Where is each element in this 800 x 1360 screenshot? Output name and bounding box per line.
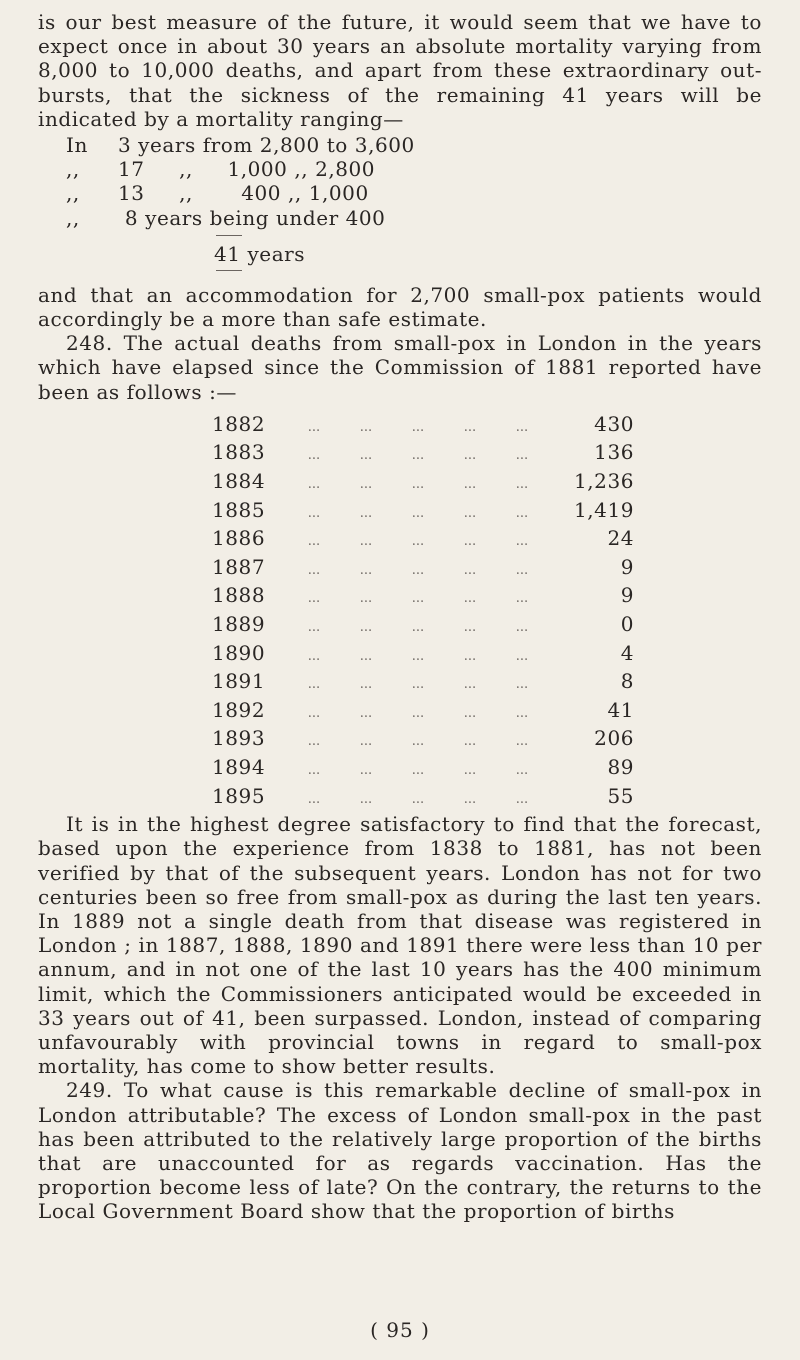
deaths-year: 1894 <box>212 754 266 779</box>
deaths-year: 1883 <box>212 440 266 465</box>
mortality-estimate <box>66 133 762 230</box>
leader-dot-group: ... <box>515 534 529 550</box>
estimate-total: 41 years <box>214 241 306 266</box>
deaths-table-row <box>212 612 634 641</box>
leader-dot-group: ... <box>359 762 373 778</box>
deaths-table-row <box>212 440 634 469</box>
deaths-count: 9 <box>620 554 634 579</box>
leader-dot-group: ... <box>307 762 321 778</box>
deaths-table-row <box>212 726 634 755</box>
leader-dot-group: ... <box>359 734 373 750</box>
leader-dot-group: ... <box>515 477 529 493</box>
deaths-count: 8 <box>620 669 634 694</box>
leader-dot-group: ... <box>411 534 425 550</box>
leader-dot-group: ... <box>515 562 529 578</box>
deaths-year: 1891 <box>212 669 266 694</box>
leader-dots <box>272 759 564 784</box>
deaths-table <box>212 412 634 812</box>
deaths-count: 24 <box>607 526 634 551</box>
deaths-table-row <box>212 641 634 670</box>
leader-dot-group: ... <box>307 734 321 750</box>
leader-dot-group: ... <box>359 505 373 521</box>
leader-dots <box>272 502 564 527</box>
deaths-table-row <box>212 469 634 498</box>
leader-dot-group: ... <box>359 448 373 464</box>
leader-dot-group: ... <box>307 534 321 550</box>
leader-dot-group: ... <box>359 534 373 550</box>
leader-dots <box>272 673 564 698</box>
deaths-count: 206 <box>594 726 634 751</box>
leader-dot-group: ... <box>463 734 477 750</box>
leader-dot-group: ... <box>463 448 477 464</box>
estimate-row <box>66 157 762 181</box>
leader-dot-group: ... <box>411 419 425 435</box>
leader-dot-group: ... <box>463 505 477 521</box>
deaths-count: 41 <box>607 697 634 722</box>
leader-dots <box>272 559 564 584</box>
estimate-row-lead: ,, <box>66 157 80 182</box>
leader-dot-group: ... <box>411 562 425 578</box>
deaths-count: 55 <box>607 783 634 808</box>
leader-dot-group: ... <box>463 677 477 693</box>
estimate-row <box>66 181 762 205</box>
leader-dots <box>272 616 564 641</box>
leader-dots <box>272 587 564 612</box>
deaths-year: 1890 <box>212 640 266 665</box>
accommodation-paragraph: and that an accommodation for 2,700 small-pox patients would accordingly be a more than safe estimate. <box>38 282 762 332</box>
deaths-table-row <box>212 412 634 441</box>
leader-dot-group: ... <box>463 419 477 435</box>
leader-dot-group: ... <box>515 648 529 664</box>
leader-dot-group: ... <box>463 705 477 721</box>
estimate-row-lead: In <box>66 133 88 158</box>
leader-dots <box>272 730 564 755</box>
deaths-table-row <box>212 669 634 698</box>
deaths-count: 9 <box>620 583 634 608</box>
leader-dot-group: ... <box>515 505 529 521</box>
leader-dot-group: ... <box>515 419 529 435</box>
deaths-year: 1884 <box>212 469 266 494</box>
page-number: ( 95 ) <box>370 1318 430 1342</box>
estimate-row <box>66 206 762 230</box>
deaths-year: 1887 <box>212 554 266 579</box>
leader-dot-group: ... <box>411 734 425 750</box>
leader-dot-group: ... <box>463 477 477 493</box>
deaths-count: 136 <box>594 440 634 465</box>
deaths-table-row <box>212 755 634 784</box>
leader-dot-group: ... <box>359 648 373 664</box>
deaths-table-row <box>212 784 634 813</box>
leader-dot-group: ... <box>463 534 477 550</box>
leader-dot-group: ... <box>515 620 529 635</box>
leader-dot-group: ... <box>307 677 321 693</box>
deaths-count: 430 <box>594 411 634 436</box>
leader-dot-group: ... <box>307 477 321 493</box>
leader-dot-group: ... <box>515 591 529 607</box>
deaths-count: 1,236 <box>573 469 634 494</box>
leader-dot-group: ... <box>463 791 477 807</box>
leader-dot-group: ... <box>463 562 477 578</box>
estimate-row <box>66 133 762 157</box>
deaths-table-row <box>212 498 634 527</box>
leader-dot-group: ... <box>463 620 477 635</box>
deaths-year: 1892 <box>212 697 266 722</box>
leader-dot-group: ... <box>411 705 425 721</box>
deaths-year: 1893 <box>212 726 266 751</box>
paragraph-249: 249. To what cause is this remarkable decline of small-pox in London attributable? The excess of London small-pox in the past has been attributed to the relatively large proportion of the births that are unaccounted for as regards vaccination. Has the proportion become less of late? On the contrary, the returns to the Local Government Board show that the proportion of births <box>38 1078 762 1224</box>
leader-dot-group: ... <box>307 620 321 635</box>
deaths-year: 1886 <box>212 526 266 551</box>
verification-paragraph: It is in the highest degree satisfactory to find that the forecast, based upon the experience from 1838 to 1881, has not been verified by that of the subsequent years. London has not for two centuries been so free from small-pox as during the last ten years. In 1889 not a single death from that disease was registered in London ; in 1887, 1888, 1890 and 1891 there were less than 10 per annum, and in not one of the last 10 years has the 400 minimum limit, which the Commissioners anticipated would be exceeded in 33 years out of 41, been surpassed. London, instead of comparing unfavourably with provincial towns in regard to small-pox mortality, has come to show better results. <box>38 812 762 1079</box>
deaths-table-row <box>212 526 634 555</box>
leader-dots <box>272 645 564 670</box>
leader-dot-group: ... <box>463 648 477 664</box>
leader-dot-group: ... <box>411 620 425 635</box>
leader-dot-group: ... <box>411 791 425 807</box>
leader-dot-group: ... <box>307 419 321 435</box>
leader-dot-group: ... <box>515 705 529 721</box>
deaths-year: 1885 <box>212 497 266 522</box>
leader-dot-group: ... <box>359 591 373 607</box>
leader-dot-group: ... <box>515 762 529 778</box>
deaths-table-row <box>212 698 634 727</box>
deaths-count: 0 <box>620 612 634 636</box>
estimate-row-text: 8 years being under 400 <box>118 205 386 230</box>
leader-dot-group: ... <box>411 448 425 464</box>
leader-dot-group: ... <box>307 448 321 464</box>
estimate-row-text: 3 years from 2,800 to 3,600 <box>118 133 415 158</box>
deaths-table-row <box>212 555 634 584</box>
leader-dot-group: ... <box>411 677 425 693</box>
intro-paragraph: is our best measure of the future, it would seem that we have to expect once in about 30 years an absolute mortality varying from 8,000 to 10,000 deaths, and apart from these extraordinary out-bursts, that the sickness of the remaining 41 years will be indicated by a mortality ranging— <box>38 10 762 131</box>
leader-dot-group: ... <box>307 705 321 721</box>
leader-dot-group: ... <box>463 591 477 607</box>
deaths-year: 1889 <box>212 612 266 636</box>
leader-dot-group: ... <box>411 477 425 493</box>
deaths-count: 4 <box>620 640 634 665</box>
leader-dot-group: ... <box>307 562 321 578</box>
leader-dot-group: ... <box>359 419 373 435</box>
estimate-row-text: 13 ,, 400 ,, 1,000 <box>118 181 369 206</box>
deaths-year: 1895 <box>212 783 266 808</box>
leader-dot-group: ... <box>463 762 477 778</box>
leader-dot-group: ... <box>307 591 321 607</box>
leader-dot-group: ... <box>359 477 373 493</box>
estimate-row-text: 17 ,, 1,000 ,, 2,800 <box>118 157 376 182</box>
leader-dots <box>272 702 564 727</box>
deaths-year: 1882 <box>212 411 266 436</box>
leader-dot-group: ... <box>411 648 425 664</box>
estimate-row-lead: ,, <box>66 181 80 206</box>
leader-dot-group: ... <box>359 705 373 721</box>
leader-dot-group: ... <box>411 762 425 778</box>
leader-dot-group: ... <box>359 562 373 578</box>
leader-dot-group: ... <box>359 620 373 635</box>
leader-dot-group: ... <box>307 648 321 664</box>
leader-dot-group: ... <box>515 677 529 693</box>
sum-rule <box>216 270 242 271</box>
deaths-count: 1,419 <box>573 497 634 522</box>
leader-dots <box>272 530 564 555</box>
leader-dot-group: ... <box>411 591 425 607</box>
leader-dot-group: ... <box>515 448 529 464</box>
leader-dot-group: ... <box>307 505 321 521</box>
leader-dot-group: ... <box>359 677 373 693</box>
leader-dot-group: ... <box>515 734 529 750</box>
leader-dots <box>272 416 564 441</box>
leader-dots <box>272 788 564 813</box>
leader-dot-group: ... <box>307 791 321 807</box>
deaths-count: 89 <box>607 754 634 779</box>
paragraph-248: 248. The actual deaths from small-pox in London in the years which have elapsed since the Commission of 1881 reported have been as follows :— <box>38 331 762 404</box>
deaths-year: 1888 <box>212 583 266 608</box>
deaths-table-row <box>212 583 634 612</box>
sum-rule <box>216 235 242 236</box>
leader-dot-group: ... <box>359 791 373 807</box>
estimate-row-lead: ,, <box>66 205 80 230</box>
leader-dots <box>272 444 564 469</box>
leader-dot-group: ... <box>515 791 529 807</box>
leader-dots <box>272 473 564 498</box>
leader-dot-group: ... <box>411 505 425 521</box>
